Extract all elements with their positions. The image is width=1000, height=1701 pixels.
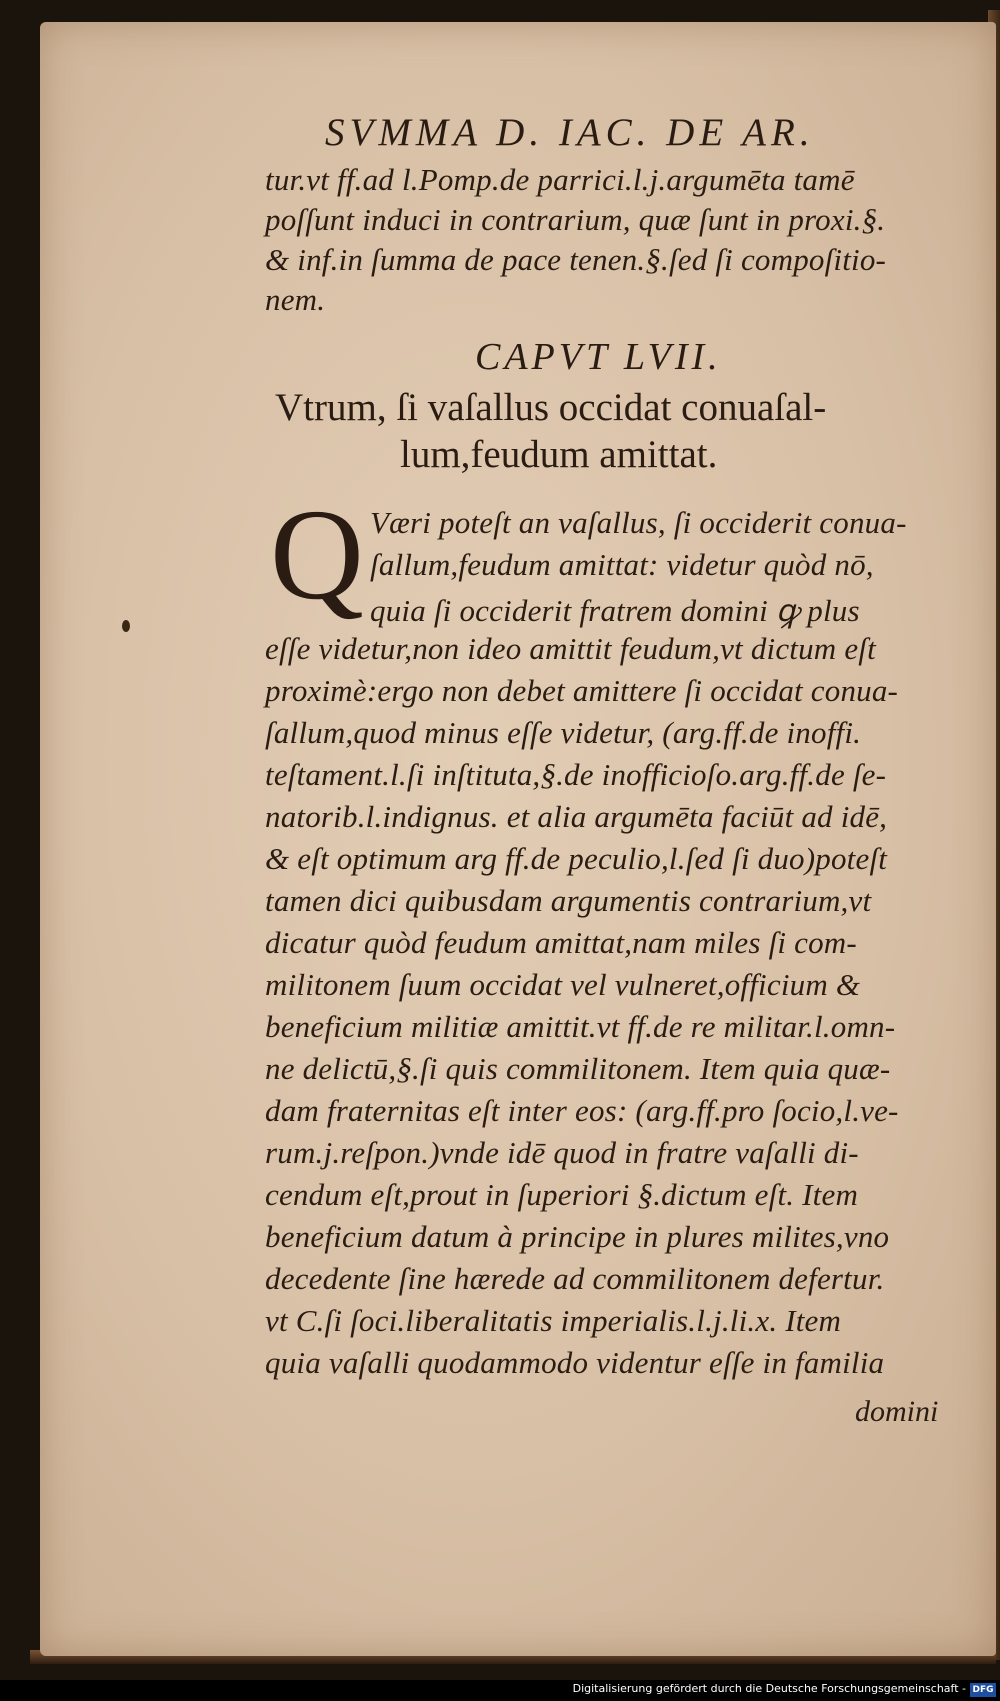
body-line: natorib.l.indignus. et alia argumēta faciūt ad idē, — [265, 799, 888, 834]
body-line: quia vaſalli quodammodo videntur eſſe in familia — [265, 1345, 885, 1380]
chapter-title-line: Vtrum, ſi vaſallus occidat conuaſal- — [275, 386, 827, 429]
body-line: tamen dici quibusdam argumentis contrarium,vt — [265, 883, 872, 918]
intro-line: & inf.in ſumma de pace tenen.§.ſed ſi compoſitio- — [265, 242, 887, 277]
body-line: dicatur quòd feudum amittat,nam miles ſi com- — [265, 925, 857, 960]
footer-bar — [0, 1680, 1000, 1701]
body-line: ne delictū,§.ſi quis commilitonem. Item quia quæ- — [265, 1051, 891, 1086]
dfg-logo: DFG — [970, 1683, 996, 1697]
body-line: ſallum,quod minus eſſe videtur, (arg.ff.de inoffi. — [265, 715, 862, 750]
drop-cap: Q — [270, 483, 364, 627]
body-line: dam fraternitas eſt inter eos: (arg.ff.pro ſocio,l.ve- — [265, 1093, 899, 1128]
body-line: teſtament.l.ſi inſtituta,§.de inofficioſo.arg.ff.de ſe- — [265, 757, 887, 792]
body-line: beneficium datum à principe in plures milites,vno — [265, 1219, 890, 1254]
body-line: rum.j.reſpon.)vnde idē quod in fratre vaſalli di- — [265, 1135, 859, 1170]
body-line: Væri poteſt an vaſallus, ſi occiderit conua- — [370, 505, 907, 540]
intro-line: nem. — [265, 282, 326, 317]
catchword: domini — [855, 1395, 939, 1428]
intro-line: poſſunt induci in contrarium, quæ ſunt in proxi.§. — [265, 202, 886, 237]
body-line: vt C.ſi ſoci.liberalitatis imperialis.l.j.li.x. Item — [265, 1303, 842, 1338]
body-line: ſallum,feudum amittat: videtur quòd nō, — [370, 547, 874, 582]
body-line: proximè:ergo non debet amittere ſi occidat conua- — [265, 673, 899, 708]
body-line: eſſe videtur,non ideo amittit feudum,vt dictum eſt — [265, 631, 876, 666]
intro-line: tur.vt ff.ad l.Pomp.de parrici.l.j.argumēta tamē — [265, 162, 855, 197]
footer-credit: Digitalisierung gefördert durch die Deutsche Forschungsgemeinschaft - — [572, 1682, 966, 1695]
body-line: decedente ſine hærede ad commilitonem defertur. — [265, 1261, 885, 1296]
running-head: SVMMA D. IAC. DE AR. — [325, 111, 815, 154]
chapter-title-line: lum,feudum amittat. — [400, 433, 718, 476]
ink-blot — [122, 620, 130, 632]
chapter-number: CAPVT LVII. — [475, 336, 722, 378]
body-line: beneficium militiæ amittit.vt ff.de re militar.l.omn- — [265, 1009, 896, 1044]
body-line: cendum eſt,prout in ſuperiori §.dictum eſt. Item — [265, 1177, 859, 1212]
body-line: & eſt optimum arg ff.de peculio,l.ſed ſi duo)poteſt — [265, 841, 888, 876]
body-line: quia ſi occiderit fratrem domini ꝙ plus — [370, 593, 860, 628]
body-line: militonem ſuum occidat vel vulneret,officium & — [265, 967, 861, 1002]
